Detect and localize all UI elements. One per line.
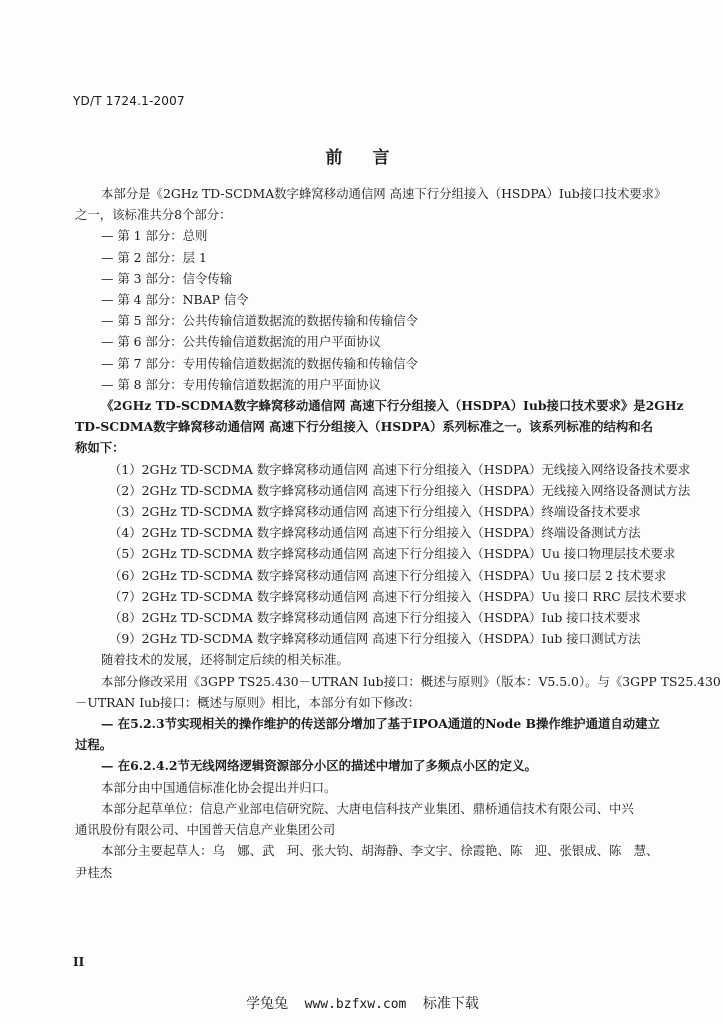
- list-item: — 第 1 部分：总则: [101, 228, 208, 244]
- standards-list: [75, 459, 697, 650]
- drafting-units-line-1: 本部分起草单位：信息产业部电信研究院、大唐电信科技产业集团、鼎桥通信技术有限公司、中兴: [101, 800, 634, 816]
- proposer-text: 本部分由中国通信标准化协会提出并归口。: [101, 779, 337, 795]
- drafting-units-line-2: 通讯股份有限公司、中国普天信息产业集团公司: [75, 822, 336, 838]
- list-item: （3）2GHz TD-SCDMA 数字蜂窝移动通信网 高速下行分组接入（HSDPA）终端设备技术要求: [109, 504, 641, 520]
- list-item: （2）2GHz TD-SCDMA 数字蜂窝移动通信网 高速下行分组接入（HSDPA）无线接入网络设备测试方法: [109, 482, 691, 498]
- page-title: 前言: [325, 148, 420, 168]
- revision-line-2: －UTRAN Iub接口：概述与原则》相比，本部分有如下修改：: [75, 694, 421, 710]
- series-intro-line-2: TD-SCDMA数字蜂窝移动通信网 高速下行分组接入（HSDPA）系列标准之一。该系列标准的结构和名: [75, 419, 654, 435]
- document-body: [75, 183, 721, 883]
- revision-line-1: 本部分修改采用《3GPP TS25.430－UTRAN Iub接口：概述与原则》（版本：V5.5.0）。与《3GPP TS25.430: [101, 673, 721, 689]
- follow-up-text: 随着技术的发展，还将制定后续的相关标准。: [101, 652, 349, 668]
- intro-line-1: 本部分是《2GHz TD-SCDMA数字蜂窝移动通信网 高速下行分组接入（HSDPA）Iub接口技术要求》: [101, 186, 667, 201]
- parts-list: [75, 225, 697, 395]
- series-intro-line-3: 称如下：: [75, 440, 125, 456]
- change-1-line-1: — 在5.2.3节实现相关的操作维护的传送部分增加了基于IPOA通道的Node B操作维护通道自动建立: [101, 716, 660, 732]
- list-item: — 第 7 部分：专用传输信道数据流的数据传输和传输信令: [101, 355, 419, 371]
- list-item: （1）2GHz TD-SCDMA 数字蜂窝移动通信网 高速下行分组接入（HSDPA）无线接入网络设备技术要求: [109, 461, 691, 477]
- document-code: YD/T 1724.1-2007: [73, 94, 185, 108]
- list-item: （4）2GHz TD-SCDMA 数字蜂窝移动通信网 高速下行分组接入（HSDPA）终端设备测试方法: [109, 525, 641, 541]
- drafters-line-2: 尹桂杰: [75, 864, 113, 880]
- list-item: （8）2GHz TD-SCDMA 数字蜂窝移动通信网 高速下行分组接入（HSDPA）Iub 接口技术要求: [109, 610, 641, 626]
- list-item: （6）2GHz TD-SCDMA 数字蜂窝移动通信网 高速下行分组接入（HSDPA）Uu 接口层 2 技术要求: [109, 567, 667, 583]
- footer-url[interactable]: www.bzfxw.com: [304, 997, 407, 1012]
- list-item: — 第 5 部分：公共传输信道数据流的数据传输和传输信令: [101, 313, 419, 329]
- list-item: — 第 2 部分：层 1: [101, 249, 207, 265]
- list-item: （7）2GHz TD-SCDMA 数字蜂窝移动通信网 高速下行分组接入（HSDPA）Uu 接口 RRC 层技术要求: [109, 588, 687, 604]
- list-item: （9）2GHz TD-SCDMA 数字蜂窝移动通信网 高速下行分组接入（HSDPA）Iub 接口测试方法: [109, 631, 641, 647]
- list-item: （5）2GHz TD-SCDMA 数字蜂窝移动通信网 高速下行分组接入（HSDPA）Uu 接口物理层技术要求: [109, 546, 676, 562]
- list-item: — 第 3 部分：信令传输: [101, 270, 233, 286]
- change-1-line-2: 过程。: [75, 737, 113, 753]
- series-intro-line-1: 《2GHz TD-SCDMA数字蜂窝移动通信网 高速下行分组接入（HSDPA）Iub接口技术要求》是2GHz: [101, 398, 684, 414]
- list-item: — 第 4 部分：NBAP 信令: [101, 292, 249, 308]
- footer-watermark: [0, 993, 725, 1013]
- intro-line-2: 之一，该标准共分8个部分：: [75, 207, 232, 223]
- page-number: II: [73, 955, 85, 969]
- footer-tagline: 标准下载: [422, 996, 479, 1012]
- drafters-line-1: 本部分主要起草人：乌 娜、武 珂、张大钧、胡海静、李文宇、徐霞艳、陈 迎、张银成、陈 慧、: [101, 843, 659, 859]
- change-2: — 在6.2.4.2节无线网络逻辑资源部分小区的描述中增加了多频点小区的定义。: [101, 758, 537, 774]
- footer-site-name: 学兔兔: [246, 996, 289, 1012]
- list-item: — 第 8 部分：专用传输信道数据流的用户平面协议: [101, 376, 381, 392]
- list-item: — 第 6 部分：公共传输信道数据流的用户平面协议: [101, 334, 381, 350]
